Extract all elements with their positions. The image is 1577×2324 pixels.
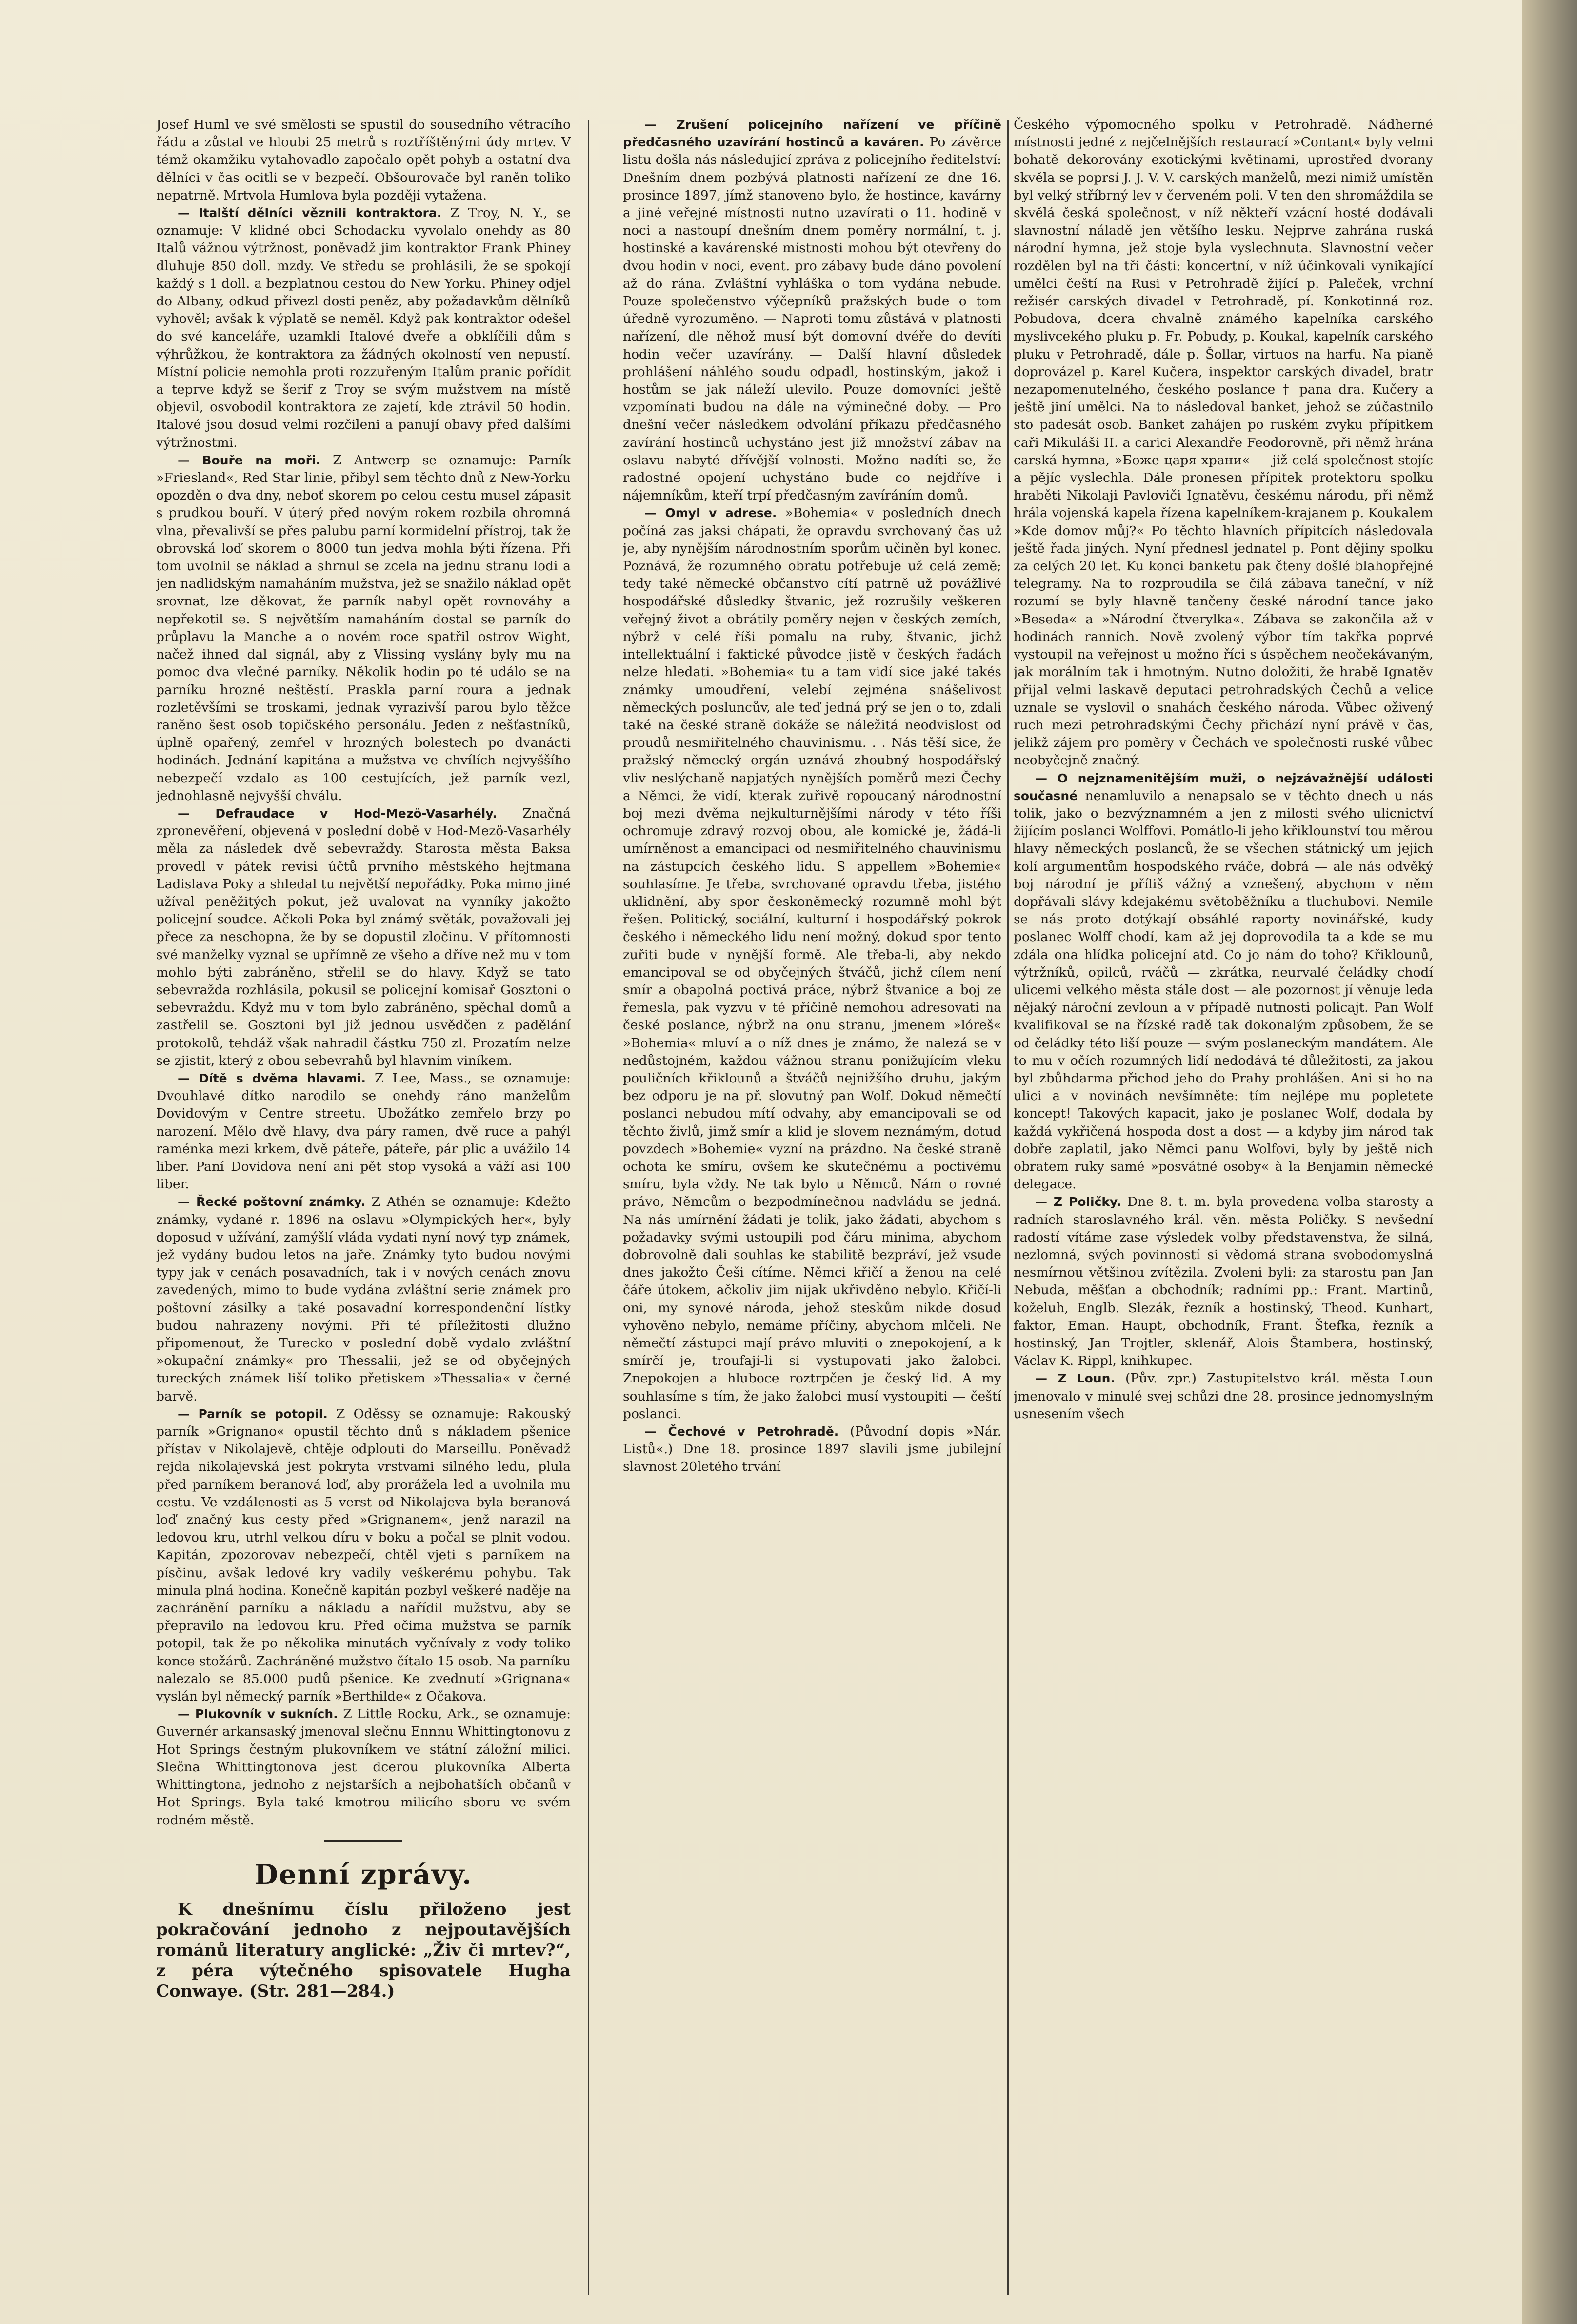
article-paragraph: [156, 1705, 571, 1829]
section-rule: [324, 1840, 402, 1842]
article-heading: — Defraudace v Hod-Mezö-Vasarhély.: [178, 806, 497, 821]
article-heading: — Z Poličky.: [1035, 1195, 1121, 1209]
article-text: Po závěrce listu došla nás následující zpráva z policejního ředitelství: Dnešním dnem pozbývá platnosti nařízení ze dne 16. prosince 1897, jímž stanoveno bylo, že hostince, kavárny a jiné veřejné místnosti nutno uzavírati o 11. hodině v noci a nastoupí dnešním dnem poměry normální, t. j. hostinské a kavárenské místnosti mohou být otevřeny do dvou hodin v noci, event. pro zábavy bude dáno povolení až do rána. Zvláštní vyhláška o tom vydána nebude. Pouze společenstvo výčepníků pražských bude o tom úředně vyrozuměno. — Naproti tomu zůstává v platnosti nařízení, dle něhož musí být domovní dvéře do devíti hodin večer uzavírány. — Další hlavní důsledek prohlášení náhlého soudu odpadl, hostinským, jakož i hostům se jak náleží ulevilo. Pouze domovníci ještě vzpomínati budou na dále na výminečné doby. — Pro dnešní večer následkem odvolání příkazu předčasného zavírání hostinců uchystáno jest již množství zábav na oslavu nabyté dřívější volnosti. Možno nadíti se, že radostné opojení uchystáno bude co nejdříve i nájemníkům, kteří trpí předčasným zavíráním domů.: [623, 135, 1001, 503]
article-text: Z Little Rocku, Ark., se oznamuje: Guvernér arkansaský jmenoval slečnu Ennnu Whittingtonovu z Hot Springs čestným plukovníkem ve státní záložní milici. Slečna Whittingtonova jest dcerou plukovníka Alberta Whittingtona, jednoho z nejstarších a nejbohatších občanů v Hot Springs. Byla také kmotrou milicího sboru ve svém rodném městě.: [156, 1706, 571, 1828]
article-paragraph: [156, 204, 571, 452]
article-heading: — Z Loun.: [1035, 1371, 1115, 1386]
column-divider: [1007, 120, 1009, 2295]
article-paragraph: [1014, 116, 1433, 770]
column-2: [623, 116, 1001, 2304]
article-heading: — Bouře na moři.: [178, 453, 320, 467]
article-heading: — Omyl v adrese.: [644, 506, 777, 521]
article-text: Z Lee, Mass., se oznamuje: Dvouhlavé dítko narodilo se onehdy ráno manželům Dovidovým v Centre streetu. Ubožátko zemřelo brzy po narození. Mělo dvě hlavy, dva páry ramen, dvě ruce a pahýl raménka mezi krkem, dvě páteře, páteře, pár plic a uvážilo 14 liber. Paní Dovidova není ani pět stop vysoká a váží asi 100 liber.: [156, 1070, 571, 1192]
article-text: »Bohemia« v posledních dnech počíná zas jaksi chápati, že opravdu svrchovaný čas už je, aby nynějším národnostním sporům učiněn byl konec. Poznává, že rozumného obratu potřebuje už celá země; tedy také německé občanstvo cítí patrně už povážlivé hospodářské důsledky štvanic, jež rozrušily veškeren veřejný život a obrátily poměry nejen v českých zemích, nýbrž v celé říši pomalu na ruby, štvanic, jichž intellektuální i faktické původce jistě v českých řadách nelze hledati. »Bohemia« tu a tam vidí sice jaké takés známky umoudření, velebí zejména snášelivost německých posluncův, ale teď jedná prý se jen o to, zdali také na české straně dokáže se náležitá neodvislost od proudů nesmiřitelného chauvinismu. . . Nás těší sice, že pražský německý orgán uznává zhoubný hospodářský vliv neslýchaně napjatých nynějších poměrů mezi Čechy a Němci, že vidí, kterak zuřivě ropoucaný národnostní boj mezi dvěma nejkulturnějšími národy v této říši ochromuje zdravý rozvoj obou, ale komické je, žádá-li umírněnost a emancipaci od nesmiřitelného chauvinismu na zástupcích českého lidu. S appellem »Bohemie« souhlasíme. Je třeba, svrchované opravdu třeba, jistého uklidnění, aby spor českoněmecký rozumně mohl být řešen. Politický, sociální, kulturní i hospodářský pokrok českého i německého lidu není možný, dokud spor tento zuřiti bude v nynější formě. Ale třeba-li, aby nekdo emancipoval se od obyčejných štváčů, jichž cílem není smír a obapolná poctivá práce, nýbrž štvanice a boj ze řemesla, pak vyzvu v té příčině nemohou adresovati na české poslance, nýbrž na onu stranu, jmenem »lóreš« »Bohemia« mluví a o níž dnes je známo, že nalezá se v nedůstojném, každou vážnou stranu ponižujícím vleku pouličních křiklounů a štváčů nejnižšího druhu, jakým bez odporu je na př. slovutný pan Wolf. Dokud němečtí poslanci nebudou mítí odvahy, aby emancipovali se od těchto živlů, jimž smír a klid je slovem neznámým, dotud povzdech »Bohemie« vyzní na prázdno. Na české straně ochota ke smíru, ovšem ke skutečnému a poctivému smíru, byla vždy. Ne tak bylo u Němců. Nám o rovné právo, Němcům o bezpodmínečnou nadvládu se jedná. Na nás umírnění žádati je tolik, jako žádati, abychom s požadavky svými ustoupili pod čáru minima, abychom dobrovolně dali souhlas ke stabilitě bezpráví, jež vsude dnes jakožto Češi cítíme. Němci křičí a ženou na celé čáře útokem, ačkoliv jim nijak ukřivděno nebylo. Křičí-li oni, my synové národa, jehož steskům nikde dosud vyhověno nebylo, nemáme příčiny, abychom mlčeli. Ne němečtí zástupci mají právo mluviti o znepokojení, a k smírčí je, troufají-li si vystupovati jako žalobci. Znepokojen a hluboce roztrpčen je český lid. A my souhlasíme s tím, že jako žalobci musí vystoupiti — čeští poslanci.: [623, 505, 1001, 1422]
article-heading: — Zrušení policejního nařízení ve příčině předčasného uzavírání hostinců a kaváren.: [623, 118, 1001, 150]
column-divider: [588, 120, 589, 2295]
article-paragraph: [623, 504, 1001, 1423]
article-paragraph: [156, 805, 571, 1070]
article-text: (Původní dopis »Nár. Listů«.) Dne 18. prosince 1897 slavili jsme jubilejní slavnost 20letého trvání: [623, 1424, 1001, 1475]
article-heading: — Plukovník v sukních.: [178, 1707, 338, 1722]
article-paragraph: [156, 116, 571, 204]
article-text: Značná zpronevěření, objevená v poslední době v Hod-Mezö-Vasarhély měla za následek dvě sebevraždy. Starosta města Baksa provedl v pátek revisi účtů prvního městského hejtmana Ladislava Poky a shledal tu největší nepořádky. Poka mimo jiné užíval peněžitých pokut, jež uvalovat na vynníky jakožto policejní soudce. Ačkoli Poka byl známý světák, považovali jej přece za neschopna, že by se dopustil zločinu. V přítomnosti své manželky vyznal se upřímně ze všeho a dříve než mu v tom mohlo býti zabráněno, střelil se do hlavy. Když se tato sebevražda rozhlásila, pokusil se policejní komisař Gosztoni o sebevraždu. Když mu v tom bylo zabráněno, spěchal domů a zastřelil se. Gosztoni byl již jednou usvědčen z padělání protokolů, tehdáž však nahradil částku 750 zl. Prozatím nelze se zjistit, který z obou sebevrahů byl hlavním viníkem.: [156, 805, 571, 1068]
supplement-notice: K dnešnímu číslu přiloženo jest pokračování jednoho z nejpoutavějších románů literatury anglické: „Živ či mrtev?“, z péra výtečného spisovatele Hugha Conwaye. (Str. 281—284.): [156, 1899, 571, 2001]
article-text: nenamluvilo a nenapsalo se v těchto dnech u nás tolik, jako o bezvýznamném a jen z milosti svého ulicnictví žijícím poslanci Wolffovi. Pomátlo-li jeho křiklounství tou měrou hlavy německých poslanců, že se všechen státnický um jejich kolí argumentům hospodského rváče, dobrá — ale nás odvěký boj národní je příliš vážný a vznešený, abychom v něm dopřávali slávy kdejakému světoběžníku a tluchubovi. Nemile se nás proto dotýkají obsáhlé raporty novinářské, kudy poslanec Wolff chodí, kam až jej doprovodila ta a kde se mu zdála ona hlídka policejní atd. Co jo nám do toho? Křiklounů, výtržníků, opilců, rváčů — zkrátka, neurvalé čeládky chodí ulicemi velkého města stále dost — ale pozornost jí věnuje leda nějaký nároční zevloun a v případě nutnosti policajt. Pan Wolf kvalifikoval se na řízské radě tak dokonalým způsobem, že se od čeládky této liší pouze — svým poslaneckým mandátem. Ale to mu v očích rozumných lidí nedodává té důležitosti, za jakou byl zbůhdarma přichod jeho do Prahy prohlášen. Ani si ho na ulici a v novinách nevšímněte: tím nejlépe mu popletete koncept! Takových kapacit, jako je poslanec Wolf, dodala by každá vykřičená hospoda dost a dost — a kdyby jim národ tak dobře zaplatil, jako Němci panu Wolfovi, byly by ještě nich obratem ruky samé »posvátné osoby« à la Benjamin německé delegace.: [1014, 788, 1433, 1192]
page-edge: [1522, 0, 1577, 2324]
article-text: Dne 8. t. m. byla provedena volba starosty a radních staroslavného král. věn. města Poličky. S nevšední radostí vítáme zase výsledek volby představenstva, že silná, nezlomná, svých povinností si vědomá strana svobodomyslná nesmírnou většinou zvítězila. Zvoleni byli: za starostu pan Jan Nebuda, měšťan a obchodník; radními pp.: Frant. Martinů, koželuh, Englb. Slezák, řezník a hostinský, Theod. Kunhart, faktor, Eman. Haupt, obchodník, Frant. Štefka, řezník a hostinský, Jan Trojtler, sklenář, Alois Štambera, hostinský, Václav K. Rippl, knihkupec.: [1014, 1194, 1433, 1369]
article-text: Z Athén se oznamuje: Kdežto známky, vydané r. 1896 na oslavu »Olympických her«, byly doposud v užívání, zamýšlí vláda vydati nyní nový typ známek, jež vydány budou letos na jaře. Známky tyto budou novými typy jak v cenách posavadních, tak i v nových cenách znovu zavedených, mimo to bude vydána zvláštní serie známek pro poštovní zásilky a také posavadní korrespondenční lístky budou nahrazeny novými. Při té příležitosti dlužno připomenout, že Turecko v poslední době vydalo zvláštní »okupační známky« pro Thessalii, jež se od obyčejných tureckých známek liší toliko přetiskem »Thessalia« v černé barvě.: [156, 1194, 571, 1404]
section-title: Denní zprávy.: [254, 1858, 473, 1891]
article-paragraph: [623, 1423, 1001, 1476]
article-text: Josef Huml ve své smělosti se spustil do sousedního větracího řádu a zůstal ve hloubi 25 metrů s roztříštěnými údy mrtev. V témž okamžiku vytahovadlo započalo opět pohyb a ostatní dva dělníci v čas ocitli se v bezpečí. Obšourovače byl raněn toliko nepatrně. Mrtvola Humlova byla později vytažena.: [156, 117, 571, 203]
column-1: [156, 116, 571, 2304]
article-paragraph: [156, 1193, 571, 1405]
article-paragraph: [1014, 1193, 1433, 1370]
article-text: Z Oděssy se oznamuje: Rakouský parník »Grignano« opustil těchto dnů s nákladem pšenice přístav v Nikolajevě, chtěje odplouti do Marseillu. Poněvadž rejda nikolajevská jest pokryta vrstvami silného ledu, plula před parníkem beranová loď, aby prorážela led a uvolnila mu cestu. Ve vzdálenosti as 5 verst od Nikolajeva byla beranová loď značný kus cesty před »Grignanem«, jenž narazil na ledovou kru, utrhl velkou díru v boku a počal se plnit vodou. Kapitán, zpozorovav nebezpečí, chtěl vjeti s parníkem na písčinu, avšak ledové kry vadily veškerému pohybu. Tak minula plná hodina. Konečně kapitán pozbyl veškeré naděje na zachránění parníku a nákladu a nařídil mužstvu, aby se přepravilo na ledovou kru. Před očima mužstva se parník potopil, tak že po několika minutách vyčnívaly z vody toliko konce stožárů. Zachráněné mužstvo čítalo 15 osob. Na parníku nalezalo se 85.000 pudů pšenice. Ke zvednutí »Grignana« vyslán byl německý parník »Berthilde« z Očakova.: [156, 1406, 571, 1704]
article-heading: — O nejznamenitějším muži, o nejzávažnější události současné: [1014, 771, 1433, 803]
article-text: Z Troy, N. Y., se oznamuje: V klidné obci Schodacku vyvolalo onehdy as 80 Italů vážnou výtržnost, poněvadž jim kontraktor Frank Phiney dluhuje 850 doll. mzdy. Ve středu se prohlásili, že se spokojí každý s 1 doll. a bezplatnou cestou do New Yorku. Phiney odjel do Albany, odkud přivezl dosti peněz, aby požadavkům dělníků vyhověl; avšak k výplatě se neměl. Když pak kontraktor odešel do své kanceláře, uzamkli Italové dveře a obklíčili dům s výhrůžkou, že kontraktora za žádných okolností ven nepustí. Místní policie nemohla proti rozzuřeným Italům pranic pořídit a teprve když se šerif z Troy se svým mužstvem na místě objevil, osvobodil kontraktora ze zajetí, kde ztrávil 50 hodin. Italové jsou dosud velmi rozčileni a panují obavy před dalšími výtržnostmi.: [156, 205, 571, 450]
article-heading: — Čechové v Petrohradě.: [644, 1424, 839, 1439]
column-3: [1014, 116, 1433, 2304]
article-paragraph: [156, 1070, 571, 1193]
article-heading: — Italští dělníci věznili kontraktora.: [178, 206, 442, 220]
article-text: (Pův. zpr.) Zastupitelstvo král. města Loun jmenovalo v minulé svej schůzi dne 28. prosince jednomyslným usnesením všech: [1014, 1371, 1433, 1422]
article-paragraph: [156, 1405, 571, 1705]
article-heading: — Dítě s dvěma hlavami.: [178, 1071, 366, 1085]
article-heading: — Řecké poštovní známky.: [178, 1195, 365, 1209]
article-paragraph: [1014, 1370, 1433, 1423]
article-paragraph: [156, 452, 571, 805]
article-text: Z Antwerp se oznamuje: Parník »Friesland«, Red Star linie, přibyl sem těchto dnů z New-Yorku opozděn o dva dny, neboť skorem po celou cestu musel zápasit s prudkou bouří. V úterý před novým rokem rozbila ohromná vlna, převalivší se přes palubu parní kormidelní přístroj, tak že obrovská loď skorem o 8000 tun jedva mohla býti řízena. Při tom uvolnil se náklad a shrnul se zcela na jednu stranu lodi a jen nadlidským namaháním mužstva, jež se snažilo náklad opět srovnat, lze děkovat, že parník nabyl opět rovnováhy a nepřekotil se. S největším namaháním dostal se parník do průplavu la Manche a o novém roce spatřil ostrov Wight, načež ihned dal signál, aby z Vlissing vyslány byly mu na pomoc dva vlečné parníky. Několik hodin po té událo se na parníku hrozné neštěstí. Praskla parní roura a jednak rozletěvšími se troskami, jednak vyrazivší parou bylo těžce raněno šest osob topičského personálu. Jeden z nešťastníků, úplně opařený, zemřel v hrozných bolestech po dvanácti hodinách. Jednání kapitána a mužstva ve chvílích nejvyššího nebezpečí vzdalo as 100 cestujících, jež parník vezl, jednohlasně nejvyšší chválu.: [156, 452, 571, 803]
article-heading: — Parník se potopil.: [178, 1406, 328, 1421]
article-paragraph: [623, 116, 1001, 504]
article-paragraph: [1014, 770, 1433, 1194]
article-text: Českého výpomocného spolku v Petrohradě. Nádherné místnosti jedné z nejčelnějších restaurací »Contant« byly velmi bohatě dekorovány exotickými květinami, uprostřed dvorany skvěla se poprsí J. J. V. V. carských manželů, mezi nimiž umístěn byl velký stříbrný lev v červeném poli. V ten den shromáždila se skvělá česká společnost, v níž někteří vzácní hosté dodávali slavnostní náladě jen většího lesku. Nejprve zahrána ruská národní hymna, jež stoje byla vyslechnuta. Slavnostní večer rozdělen byl na tři části: koncertní, v níž účinkovali vynikající umělci čeští na Rusi v Petrohradě žijící p. Paleček, vrchní režisér carských divadel v Petrohradě, pí. Konkotinná roz. Pobudova, dcera chvalně známého kapelníka carského myslivcekého pluku p. Fr. Pobudy, p. Koukal, kapelník carského pluku v Petrohradě, dále p. Šollar, virtuos na harfu. Na pianě doprovázel p. Karel Kučera, inspektor carských divadel, bratr nezapomenutelného, českého poslance † pana dra. Kučery a ještě jiní umělci. Na to následoval banket, jehož se zúčastnilo sto padesát osob. Banket zahájen po ruském zvyku přípitkem caři Mikuláši II. a carici Alexandře Feodorovně, při němž hrána carská hymna, »Боже царя храни« — již celá společnost stojíc a pějíc vyslechla. Dále pronesen přípitek protektoru spolku hraběti Nikolaji Pavloviči Ignatěvu, českému národu, při němž hrála vojenská kapela řízena kapelníkem-krajanem p. Koukalem »Kde domov můj?« Po těchto hlavních přípitcích následovala ještě řada jiných. Nyní přednesl jednatel p. Pont dějiny spolku za celých 20 let. Ku konci banketu pak čteny došlé blahopřejné telegramy. Na to rozproudila se čilá zábava taneční, v níž rozumí se byly hlavně tančeny české národní tance jako »Beseda« a »Národní čtverylka«. Zábava se zakončila až v hodinách ranních. Nově zvolený výbor tím takřka poprvé vystoupil na veřejnost u možno říci s úspěchem neočekávaným, jak morálním tak i hmotným. Nutno doložiti, že hrabě Ignatěv přijal velmi laskavě deputaci petrohradských Čechů a velice uznale se vyslovil o snahách českého národa. Vůbec oživený ruch mezi petrohradskými Čechy přichází nyní právě v čas, jelikž zájem pro poměry v Čechách ve společnosti ruské vůbec neobyčejně značný.: [1014, 117, 1433, 768]
